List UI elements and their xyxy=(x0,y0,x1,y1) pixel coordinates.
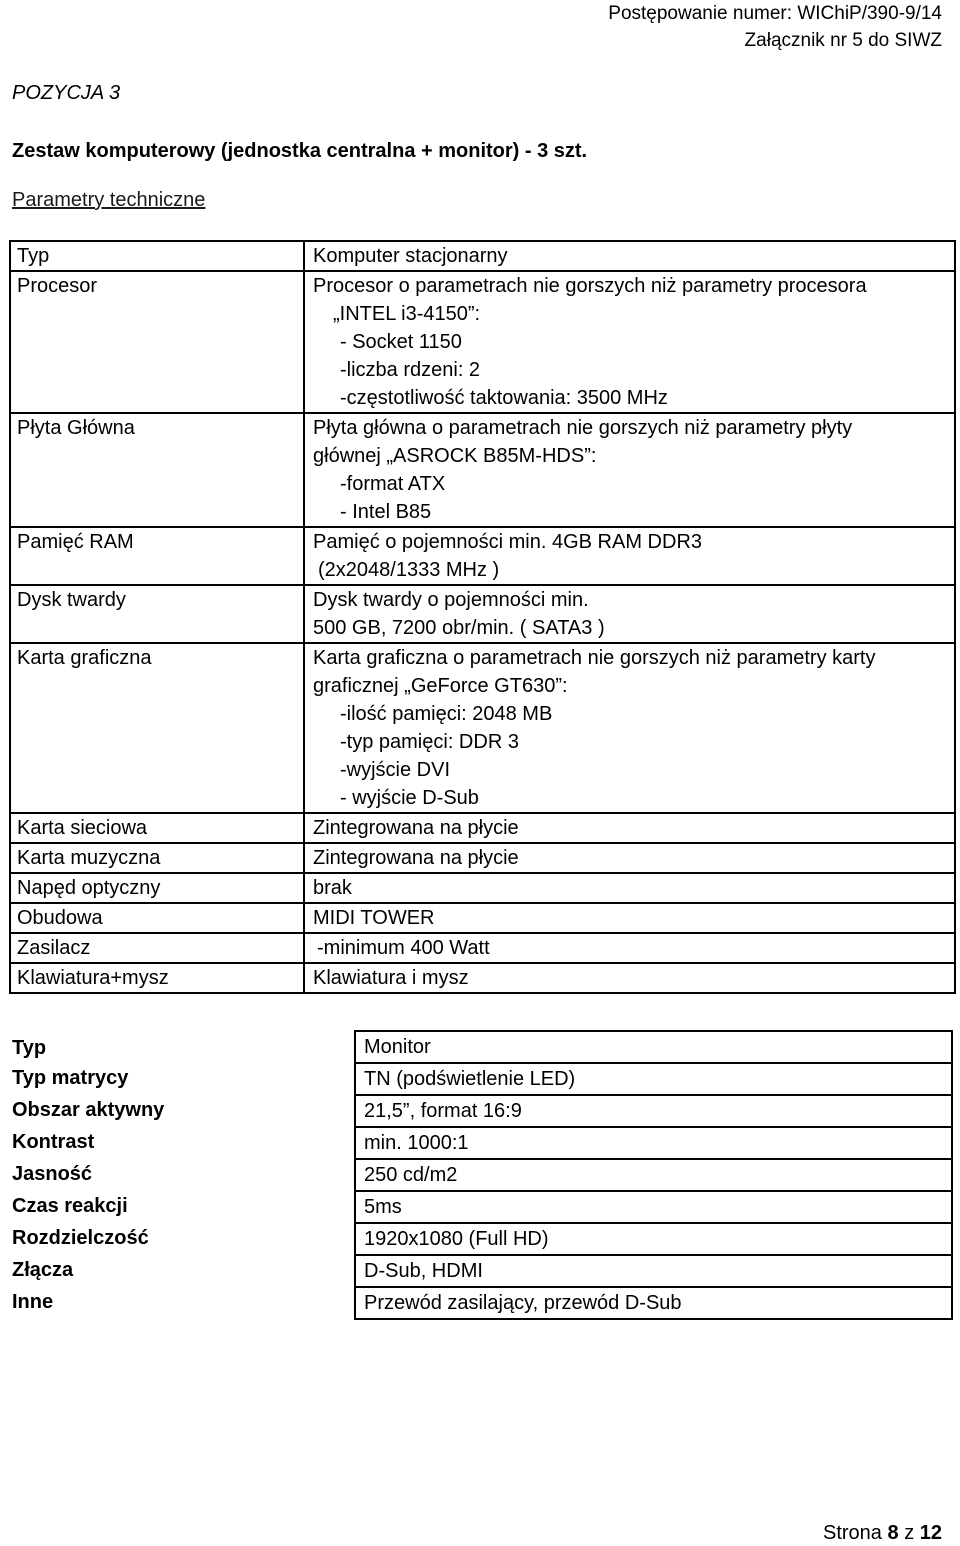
page-prefix: Strona xyxy=(823,1522,882,1544)
spec-label: Karta graficzna xyxy=(10,643,304,813)
table-row xyxy=(4,1287,952,1319)
monitor-value: 21,5”, format 16:9 xyxy=(355,1095,952,1127)
monitor-value: Przewód zasilający, przewód D-Sub xyxy=(355,1287,952,1319)
monitor-label: Kontrast xyxy=(12,1131,95,1153)
monitor-value: TN (podświetlenie LED) xyxy=(355,1063,952,1095)
spec-label: Zasilacz xyxy=(10,933,304,963)
table-row xyxy=(4,1223,952,1255)
monitor-spec-table xyxy=(4,1030,953,1320)
parameters-heading: Parametry techniczne xyxy=(12,189,206,211)
monitor-value: D-Sub, HDMI xyxy=(355,1255,952,1287)
spec-value: -minimum 400 Watt xyxy=(304,933,955,963)
spec-value xyxy=(304,585,955,643)
table-row xyxy=(10,643,955,813)
spec-line: 500 GB, 7200 obr/min. ( SATA3 ) xyxy=(313,617,605,639)
spec-value: Zintegrowana na płycie xyxy=(304,813,955,843)
page-sep: z xyxy=(904,1522,915,1544)
spec-label: Płyta Główna xyxy=(10,413,304,527)
table-row xyxy=(10,963,955,993)
header-procedure-number: Postępowanie numer: WIChiP/390-9/14 xyxy=(608,3,942,24)
spec-value: brak xyxy=(304,873,955,903)
table-row xyxy=(10,527,955,585)
spec-value: Klawiatura i mysz xyxy=(304,963,955,993)
spec-label: Klawiatura+mysz xyxy=(10,963,304,993)
table-row xyxy=(10,271,955,413)
spec-line: -format ATX xyxy=(340,473,446,495)
spec-line: „INTEL i3-4150”: xyxy=(333,303,481,325)
spec-line: Komputer stacjonarny xyxy=(313,245,508,267)
spec-label: Obudowa xyxy=(10,903,304,933)
table-row xyxy=(10,585,955,643)
table-row xyxy=(4,1255,952,1287)
spec-line: Pamięć o pojemności min. 4GB RAM DDR3 xyxy=(313,531,703,553)
table-row xyxy=(10,813,955,843)
spec-line: Karta graficzna o parametrach nie gorszych niż parametry karty xyxy=(313,647,876,669)
spec-value: MIDI TOWER xyxy=(304,903,955,933)
position-title: POZYCJA 3 xyxy=(12,82,121,104)
spec-line: -ilość pamięci: 2048 MB xyxy=(340,703,553,725)
monitor-label: Obszar aktywny xyxy=(12,1099,165,1121)
spec-line: -częstotliwość taktowania: 3500 MHz xyxy=(340,387,668,409)
spec-value xyxy=(304,527,955,585)
table-row xyxy=(4,1191,952,1223)
spec-label: Karta muzyczna xyxy=(10,843,304,873)
monitor-label: Jasność xyxy=(12,1163,93,1185)
spec-label: Typ xyxy=(10,241,304,271)
monitor-label: Czas reakcji xyxy=(12,1195,128,1217)
table-row xyxy=(10,933,955,963)
spec-line: Procesor o parametrach nie gorszych niż parametry procesora xyxy=(313,275,867,297)
spec-label: Dysk twardy xyxy=(10,585,304,643)
table-row xyxy=(4,1063,952,1095)
spec-value xyxy=(304,643,955,813)
table-row xyxy=(10,873,955,903)
monitor-label: Rozdzielczość xyxy=(12,1227,149,1249)
spec-value xyxy=(304,271,955,413)
table-row xyxy=(10,903,955,933)
monitor-label: Inne xyxy=(12,1291,54,1313)
spec-line: -typ pamięci: DDR 3 xyxy=(340,731,519,753)
spec-line: Płyta główna o parametrach nie gorszych niż parametry płyty xyxy=(313,417,853,439)
spec-label: Napęd optyczny xyxy=(10,873,304,903)
monitor-value: Monitor xyxy=(355,1031,952,1063)
spec-line: -liczba rdzeni: 2 xyxy=(340,359,481,381)
table-row xyxy=(10,843,955,873)
monitor-value: min. 1000:1 xyxy=(355,1127,952,1159)
spec-value: Zintegrowana na płycie xyxy=(304,843,955,873)
spec-line: graficznej „GeForce GT630”: xyxy=(313,675,568,697)
spec-line: Dysk twardy o pojemności min. xyxy=(313,589,589,611)
monitor-value: 1920x1080 (Full HD) xyxy=(355,1223,952,1255)
spec-value xyxy=(304,241,955,271)
monitor-label: Złącza xyxy=(12,1259,74,1281)
table-row xyxy=(4,1031,952,1063)
spec-line: - Socket 1150 xyxy=(340,331,462,353)
spec-line: -wyjście DVI xyxy=(340,759,451,781)
spec-label: Procesor xyxy=(10,271,304,413)
table-row xyxy=(10,413,955,527)
monitor-label: Typ xyxy=(12,1037,47,1059)
header-attachment: Załącznik nr 5 do SIWZ xyxy=(744,30,942,51)
spec-line: - wyjście D-Sub xyxy=(340,787,479,809)
page-total: 12 xyxy=(919,1522,942,1544)
spec-line: głównej „ASROCK B85M-HDS”: xyxy=(313,445,597,467)
page-current: 8 xyxy=(887,1522,899,1544)
spec-label: Pamięć RAM xyxy=(10,527,304,585)
monitor-value: 5ms xyxy=(355,1191,952,1223)
set-title: Zestaw komputerowy (jednostka centralna + monitor) - 3 szt. xyxy=(12,140,588,162)
spec-value xyxy=(304,413,955,527)
table-row xyxy=(10,241,955,271)
spec-label: Karta sieciowa xyxy=(10,813,304,843)
page-number xyxy=(823,1522,942,1545)
monitor-value: 250 cd/m2 xyxy=(355,1159,952,1191)
spec-line: - Intel B85 xyxy=(340,501,432,523)
spec-line: (2x2048/1333 MHz ) xyxy=(318,559,500,581)
table-row xyxy=(4,1095,952,1127)
table-row xyxy=(4,1159,952,1191)
table-row xyxy=(4,1127,952,1159)
computer-spec-table xyxy=(9,240,956,994)
monitor-label: Typ matrycy xyxy=(12,1067,129,1089)
